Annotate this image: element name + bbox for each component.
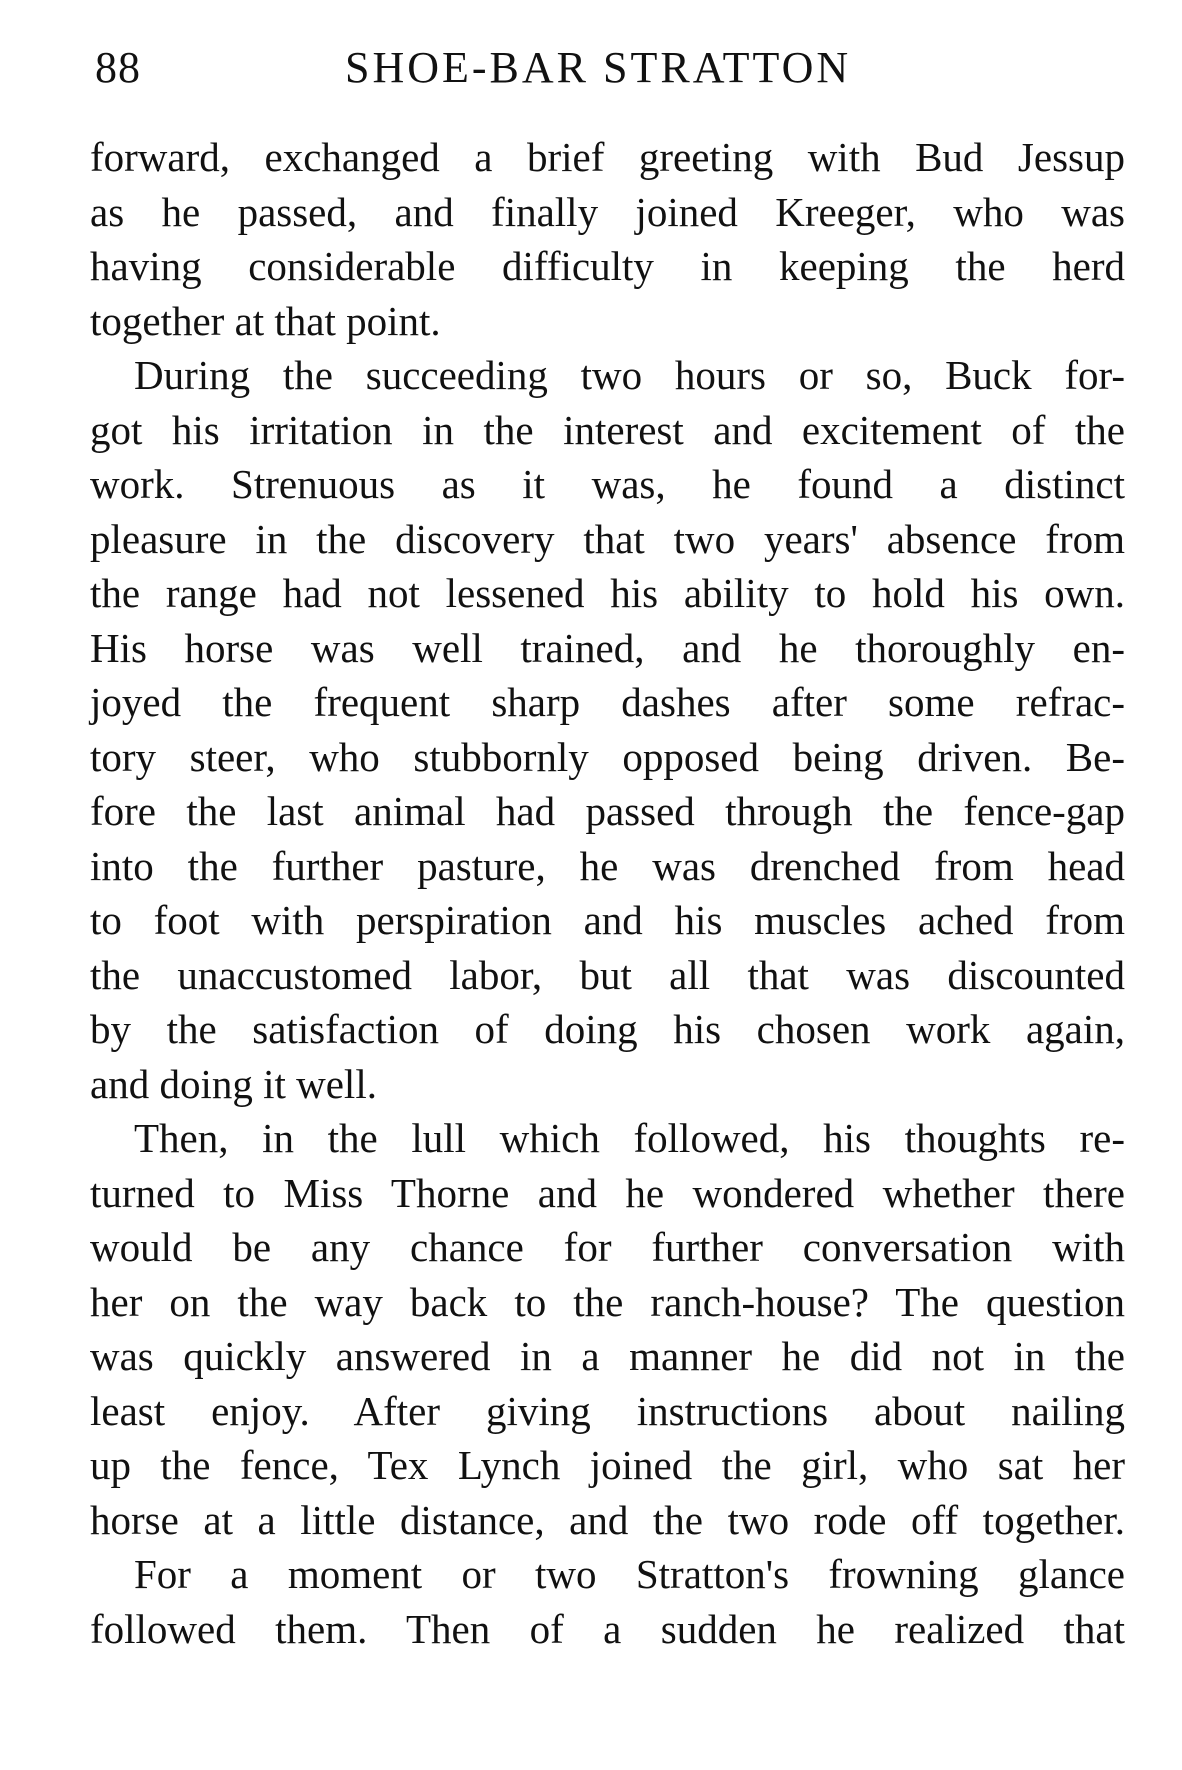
paragraph-3 <box>90 1111 1125 1547</box>
text-line: For a moment or two Stratton's frowning glance <box>134 1551 1125 1597</box>
text-line: got his irritation in the interest and excitement of the <box>90 406 1125 453</box>
text-line: to foot with perspiration and his muscles ached from <box>90 897 1125 943</box>
text-line: Then, in the lull which followed, his thoughts re- <box>134 1115 1125 1161</box>
text-line: having considerable difficulty in keeping the herd <box>90 243 1125 289</box>
text-line: During the succeeding two hours or so, Buck for- <box>134 352 1125 398</box>
text-line: and doing it well. <box>90 1060 377 1107</box>
text-line: would be any chance for further conversation with <box>90 1224 1125 1270</box>
text-line: turned to Miss Thorne and he wondered whether there <box>90 1169 1125 1216</box>
text-line: tory steer, who stubbornly opposed being driven. Be- <box>90 733 1125 780</box>
text-line: joyed the frequent sharp dashes after some refrac- <box>90 679 1125 725</box>
text-line: the range had not lessened his ability to hold his own. <box>90 570 1125 616</box>
paragraph-1 <box>90 130 1125 348</box>
text-line: fore the last animal had passed through the fence-gap <box>90 788 1125 834</box>
text-line: up the fence, Tex Lynch joined the girl, who sat her <box>90 1442 1125 1488</box>
text-line: together at that point. <box>90 297 441 344</box>
text-line: His horse was well trained, and he thoroughly en- <box>90 624 1125 671</box>
text-line: pleasure in the discovery that two years' absence from <box>90 515 1125 562</box>
page-number: 88 <box>95 43 141 92</box>
paragraph-4 <box>90 1547 1125 1656</box>
text-line: horse at a little distance, and the two rode off together. <box>90 1496 1125 1543</box>
text-line: the unaccustomed labor, but all that was discounted <box>90 951 1125 998</box>
text-line: into the further pasture, he was drenched from head <box>90 842 1125 889</box>
text-line: by the satisfaction of doing his chosen work again, <box>90 1006 1125 1052</box>
text-line: followed them. Then of a sudden he realized that <box>90 1605 1125 1652</box>
text-line: least enjoy. After giving instructions about nailing <box>90 1387 1125 1434</box>
paragraph-2 <box>90 348 1125 1111</box>
book-title: SHOE-BAR STRATTON <box>345 43 852 92</box>
text-line: was quickly answered in a manner he did not in the <box>90 1333 1125 1379</box>
running-head <box>95 38 1125 98</box>
text-line: her on the way back to the ranch-house? The question <box>90 1278 1125 1325</box>
text-line: work. Strenuous as it was, he found a distinct <box>90 461 1125 507</box>
text-line: forward, exchanged a brief greeting with Bud Jessup <box>90 134 1125 180</box>
body-text <box>90 130 1125 1656</box>
text-line: as he passed, and finally joined Kreeger, who was <box>90 188 1125 235</box>
